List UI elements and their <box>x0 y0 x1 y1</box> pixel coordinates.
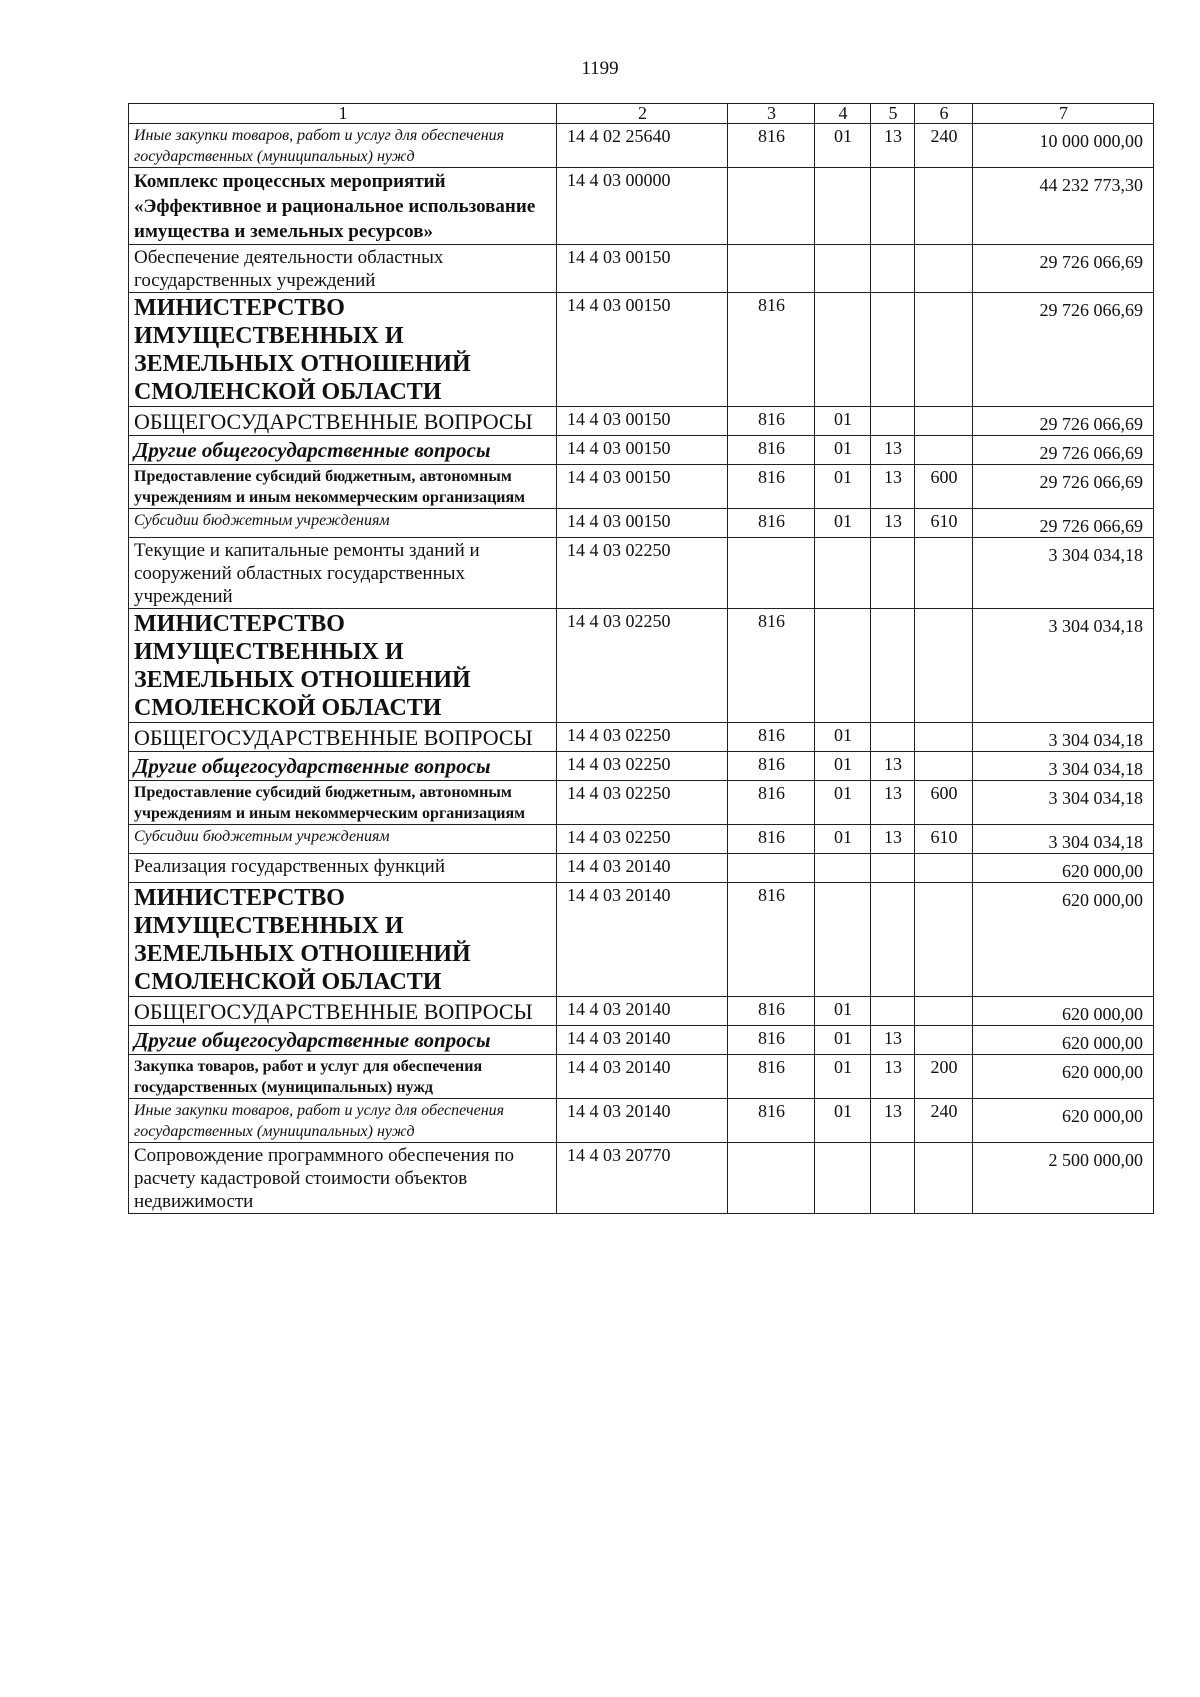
row-col5-cell: 13 <box>871 1026 915 1055</box>
row-col5-cell <box>871 168 915 245</box>
row-name-cell: Текущие и капитальные ремонты зданий и сооружений областных государственных учреждений <box>129 538 557 609</box>
row-col6-cell: 610 <box>915 509 973 538</box>
row-col5-cell: 13 <box>871 436 915 465</box>
row-col6-cell <box>915 293 973 407</box>
row-name-cell: Предоставление субсидий бюджетным, автономным учреждениям и иным некоммерческим организациям <box>129 781 557 825</box>
table-row <box>129 1055 1154 1099</box>
row-col4-cell <box>815 609 871 723</box>
row-sum-cell: 3 304 034,18 <box>973 723 1154 752</box>
header-col-1: 1 <box>129 104 557 124</box>
row-name-cell: Другие общегосударственные вопросы <box>129 1026 557 1055</box>
row-name-cell: МИНИСТЕРСТВО ИМУЩЕСТВЕННЫХ И ЗЕМЕЛЬНЫХ ОТНОШЕНИЙ СМОЛЕНСКОЙ ОБЛАСТИ <box>129 609 557 723</box>
row-code-cell: 14 4 03 20770 <box>557 1143 728 1214</box>
row-sum-cell: 3 304 034,18 <box>973 609 1154 723</box>
row-name-cell: Реализация государственных функций <box>129 854 557 883</box>
row-col3-cell: 816 <box>728 825 815 854</box>
table-row <box>129 781 1154 825</box>
row-sum-cell: 620 000,00 <box>973 854 1154 883</box>
row-code-cell: 14 4 03 02250 <box>557 825 728 854</box>
row-sum-cell: 620 000,00 <box>973 1026 1154 1055</box>
table-row <box>129 465 1154 509</box>
row-col3-cell: 816 <box>728 509 815 538</box>
row-name-cell: Другие общегосударственные вопросы <box>129 436 557 465</box>
row-col3-cell: 816 <box>728 1055 815 1099</box>
table-row <box>129 1026 1154 1055</box>
table-row <box>129 883 1154 997</box>
row-col6-cell <box>915 245 973 293</box>
row-col3-cell: 816 <box>728 407 815 436</box>
row-name-cell: Комплекс процессных мероприятий «Эффективное и рациональное использование имущества и земельных ресурсов» <box>129 168 557 245</box>
row-name-cell: Субсидии бюджетным учреждениям <box>129 825 557 854</box>
row-col6-cell <box>915 883 973 997</box>
row-col4-cell: 01 <box>815 781 871 825</box>
row-col5-cell <box>871 997 915 1026</box>
row-col3-cell: 816 <box>728 723 815 752</box>
row-sum-cell: 29 726 066,69 <box>973 245 1154 293</box>
row-col5-cell: 13 <box>871 781 915 825</box>
row-col5-cell: 13 <box>871 1099 915 1143</box>
row-col6-cell <box>915 609 973 723</box>
row-col4-cell <box>815 854 871 883</box>
row-name-cell: МИНИСТЕРСТВО ИМУЩЕСТВЕННЫХ И ЗЕМЕЛЬНЫХ ОТНОШЕНИЙ СМОЛЕНСКОЙ ОБЛАСТИ <box>129 883 557 997</box>
row-col6-cell <box>915 538 973 609</box>
row-col5-cell <box>871 609 915 723</box>
row-name-cell: ОБЩЕГОСУДАРСТВЕННЫЕ ВОПРОСЫ <box>129 407 557 436</box>
header-col-7: 7 <box>973 104 1154 124</box>
table-row <box>129 609 1154 723</box>
row-sum-cell: 10 000 000,00 <box>973 124 1154 168</box>
row-col6-cell: 240 <box>915 1099 973 1143</box>
row-col3-cell <box>728 168 815 245</box>
row-sum-cell: 44 232 773,30 <box>973 168 1154 245</box>
table-row <box>129 752 1154 781</box>
row-sum-cell: 3 304 034,18 <box>973 781 1154 825</box>
row-sum-cell: 3 304 034,18 <box>973 825 1154 854</box>
row-col4-cell: 01 <box>815 124 871 168</box>
row-col4-cell: 01 <box>815 997 871 1026</box>
row-code-cell: 14 4 03 00150 <box>557 436 728 465</box>
page-number: 1199 <box>581 58 619 79</box>
row-code-cell: 14 4 03 00150 <box>557 407 728 436</box>
table-row <box>129 723 1154 752</box>
budget-table <box>128 103 1154 1214</box>
row-col3-cell: 816 <box>728 436 815 465</box>
row-code-cell: 14 4 03 00150 <box>557 245 728 293</box>
row-col3-cell: 816 <box>728 1099 815 1143</box>
row-col3-cell: 816 <box>728 1026 815 1055</box>
row-col3-cell: 816 <box>728 609 815 723</box>
row-name-cell: Субсидии бюджетным учреждениям <box>129 509 557 538</box>
row-col6-cell: 200 <box>915 1055 973 1099</box>
row-col6-cell <box>915 854 973 883</box>
row-code-cell: 14 4 03 20140 <box>557 883 728 997</box>
row-sum-cell: 3 304 034,18 <box>973 538 1154 609</box>
row-name-cell: Другие общегосударственные вопросы <box>129 752 557 781</box>
table-row <box>129 1099 1154 1143</box>
row-col4-cell <box>815 293 871 407</box>
row-col6-cell <box>915 436 973 465</box>
row-sum-cell: 620 000,00 <box>973 1099 1154 1143</box>
row-col6-cell <box>915 168 973 245</box>
row-col3-cell: 816 <box>728 781 815 825</box>
row-col6-cell: 600 <box>915 781 973 825</box>
row-code-cell: 14 4 03 20140 <box>557 854 728 883</box>
row-code-cell: 14 4 02 25640 <box>557 124 728 168</box>
header-col-5: 5 <box>871 104 915 124</box>
row-code-cell: 14 4 03 00000 <box>557 168 728 245</box>
row-col3-cell: 816 <box>728 293 815 407</box>
row-col4-cell <box>815 538 871 609</box>
row-name-cell: Закупка товаров, работ и услуг для обеспечения государственных (муниципальных) нужд <box>129 1055 557 1099</box>
row-col3-cell <box>728 1143 815 1214</box>
row-sum-cell: 29 726 066,69 <box>973 436 1154 465</box>
row-col6-cell: 240 <box>915 124 973 168</box>
row-col6-cell <box>915 407 973 436</box>
row-col5-cell <box>871 407 915 436</box>
header-col-3: 3 <box>728 104 815 124</box>
row-col5-cell: 13 <box>871 465 915 509</box>
row-code-cell: 14 4 03 02250 <box>557 723 728 752</box>
row-col4-cell: 01 <box>815 436 871 465</box>
row-col5-cell: 13 <box>871 752 915 781</box>
row-name-cell: МИНИСТЕРСТВО ИМУЩЕСТВЕННЫХ И ЗЕМЕЛЬНЫХ ОТНОШЕНИЙ СМОЛЕНСКОЙ ОБЛАСТИ <box>129 293 557 407</box>
row-name-cell: ОБЩЕГОСУДАРСТВЕННЫЕ ВОПРОСЫ <box>129 723 557 752</box>
row-col4-cell <box>815 168 871 245</box>
row-col5-cell: 13 <box>871 124 915 168</box>
table-row <box>129 245 1154 293</box>
table-row <box>129 407 1154 436</box>
header-col-4: 4 <box>815 104 871 124</box>
table-body <box>129 124 1154 1214</box>
row-sum-cell: 29 726 066,69 <box>973 465 1154 509</box>
row-sum-cell: 620 000,00 <box>973 997 1154 1026</box>
table-row <box>129 509 1154 538</box>
table-row <box>129 293 1154 407</box>
row-code-cell: 14 4 03 20140 <box>557 997 728 1026</box>
row-col5-cell <box>871 854 915 883</box>
row-col4-cell: 01 <box>815 1026 871 1055</box>
row-code-cell: 14 4 03 20140 <box>557 1026 728 1055</box>
row-sum-cell: 29 726 066,69 <box>973 407 1154 436</box>
row-col3-cell: 816 <box>728 883 815 997</box>
row-code-cell: 14 4 03 02250 <box>557 538 728 609</box>
row-code-cell: 14 4 03 02250 <box>557 609 728 723</box>
row-col6-cell <box>915 1143 973 1214</box>
row-name-cell: Иные закупки товаров, работ и услуг для обеспечения государственных (муниципальных) нужд <box>129 124 557 168</box>
row-col4-cell: 01 <box>815 1099 871 1143</box>
row-sum-cell: 2 500 000,00 <box>973 1143 1154 1214</box>
table-row <box>129 538 1154 609</box>
row-sum-cell: 620 000,00 <box>973 883 1154 997</box>
table-row <box>129 124 1154 168</box>
row-col6-cell <box>915 752 973 781</box>
row-col5-cell <box>871 293 915 407</box>
row-code-cell: 14 4 03 20140 <box>557 1099 728 1143</box>
row-col4-cell <box>815 883 871 997</box>
row-col6-cell <box>915 997 973 1026</box>
row-col4-cell: 01 <box>815 752 871 781</box>
row-col4-cell: 01 <box>815 723 871 752</box>
row-col3-cell: 816 <box>728 752 815 781</box>
row-name-cell: ОБЩЕГОСУДАРСТВЕННЫЕ ВОПРОСЫ <box>129 997 557 1026</box>
table-row <box>129 854 1154 883</box>
row-code-cell: 14 4 03 00150 <box>557 465 728 509</box>
row-name-cell: Предоставление субсидий бюджетным, автономным учреждениям и иным некоммерческим организациям <box>129 465 557 509</box>
row-col3-cell: 816 <box>728 997 815 1026</box>
row-col6-cell: 610 <box>915 825 973 854</box>
table-row <box>129 997 1154 1026</box>
row-col5-cell: 13 <box>871 1055 915 1099</box>
row-col3-cell <box>728 245 815 293</box>
row-col4-cell: 01 <box>815 509 871 538</box>
row-col6-cell: 600 <box>915 465 973 509</box>
row-col3-cell: 816 <box>728 465 815 509</box>
row-col5-cell <box>871 723 915 752</box>
row-col5-cell <box>871 245 915 293</box>
row-code-cell: 14 4 03 00150 <box>557 293 728 407</box>
row-col4-cell: 01 <box>815 825 871 854</box>
row-sum-cell: 3 304 034,18 <box>973 752 1154 781</box>
row-col5-cell: 13 <box>871 825 915 854</box>
row-col3-cell <box>728 538 815 609</box>
row-col6-cell <box>915 1026 973 1055</box>
row-col5-cell <box>871 883 915 997</box>
table-header-row <box>129 104 1154 124</box>
row-col3-cell: 816 <box>728 124 815 168</box>
table-row <box>129 825 1154 854</box>
row-col4-cell: 01 <box>815 1055 871 1099</box>
row-code-cell: 14 4 03 02250 <box>557 752 728 781</box>
row-sum-cell: 29 726 066,69 <box>973 293 1154 407</box>
row-name-cell: Обеспечение деятельности областных государственных учреждений <box>129 245 557 293</box>
row-col5-cell <box>871 538 915 609</box>
table-row <box>129 168 1154 245</box>
row-col6-cell <box>915 723 973 752</box>
row-name-cell: Иные закупки товаров, работ и услуг для обеспечения государственных (муниципальных) нужд <box>129 1099 557 1143</box>
row-sum-cell: 620 000,00 <box>973 1055 1154 1099</box>
row-code-cell: 14 4 03 20140 <box>557 1055 728 1099</box>
row-name-cell: Сопровождение программного обеспечения по расчету кадастровой стоимости объектов недвижимости <box>129 1143 557 1214</box>
row-sum-cell: 29 726 066,69 <box>973 509 1154 538</box>
table-row <box>129 1143 1154 1214</box>
row-col4-cell <box>815 1143 871 1214</box>
header-col-2: 2 <box>557 104 728 124</box>
row-col3-cell <box>728 854 815 883</box>
row-col5-cell <box>871 1143 915 1214</box>
row-col4-cell <box>815 245 871 293</box>
row-col5-cell: 13 <box>871 509 915 538</box>
row-code-cell: 14 4 03 00150 <box>557 509 728 538</box>
header-col-6: 6 <box>915 104 973 124</box>
row-col4-cell: 01 <box>815 407 871 436</box>
row-col4-cell: 01 <box>815 465 871 509</box>
row-code-cell: 14 4 03 02250 <box>557 781 728 825</box>
table-row <box>129 436 1154 465</box>
